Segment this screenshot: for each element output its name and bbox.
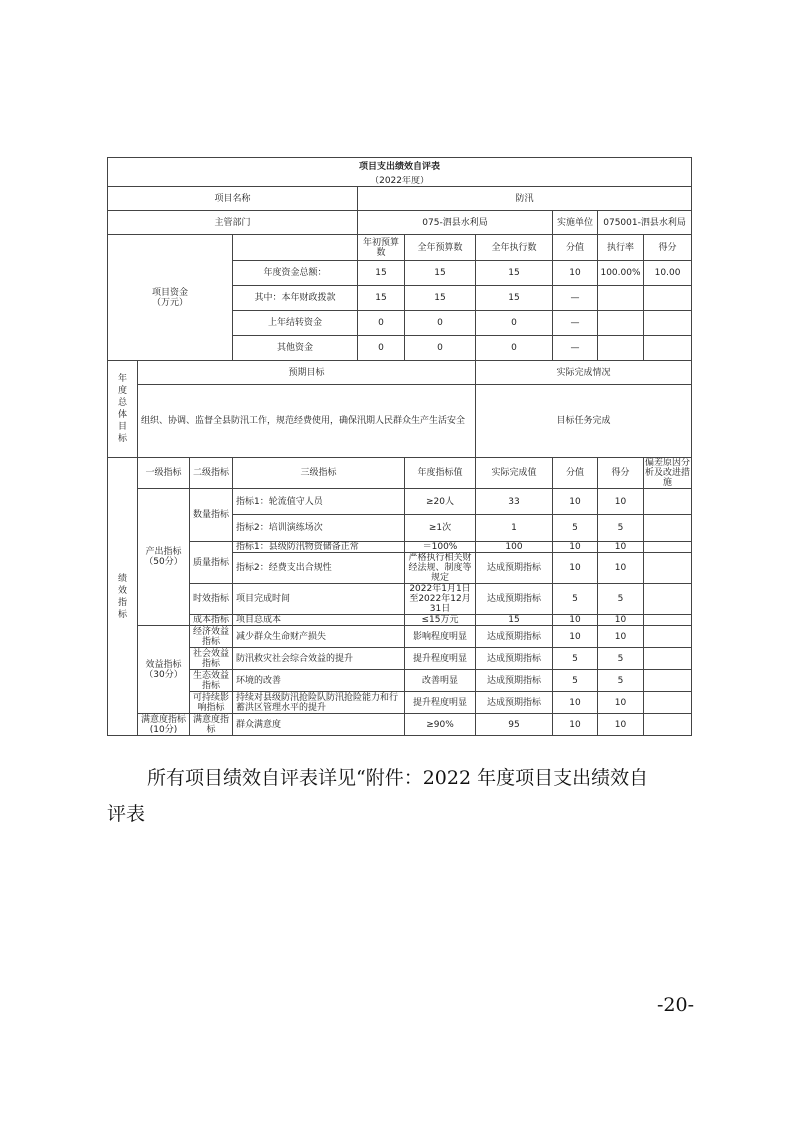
funds-cell: 15 bbox=[476, 261, 553, 286]
target-cell: 2022年1月1日至2022年12月31日 bbox=[405, 584, 476, 615]
funds-cell: — bbox=[553, 336, 598, 361]
evaluation-table bbox=[107, 157, 692, 736]
ind-header: 二级指标 bbox=[190, 458, 233, 489]
l2-social: 社会效益指标 bbox=[190, 648, 233, 670]
l3-cell: 项目总成本 bbox=[233, 615, 405, 626]
l3-cell: 指标2：经费支出合规性 bbox=[233, 553, 405, 584]
unit-value: 075001-泗县水利局 bbox=[598, 211, 692, 235]
goal-actual-header: 实际完成情况 bbox=[476, 361, 692, 385]
project-name: 防汛 bbox=[358, 187, 692, 211]
funds-cell: 15 bbox=[405, 286, 476, 311]
form-year: （2022年度） bbox=[108, 176, 692, 187]
score-value-cell: 10 bbox=[553, 626, 598, 648]
funds-row-label: 上年结转资金 bbox=[233, 311, 358, 336]
funds-header: 分值 bbox=[553, 235, 598, 261]
l3-cell: 环境的改善 bbox=[233, 670, 405, 692]
page-number: -20- bbox=[656, 994, 694, 1016]
funds-cell: 0 bbox=[358, 336, 405, 361]
score-cell: 5 bbox=[598, 670, 644, 692]
l3-cell: 指标1：县级防汛物资储备正常 bbox=[233, 542, 405, 553]
funds-cell: — bbox=[553, 286, 598, 311]
l2-timeliness: 时效指标 bbox=[190, 584, 233, 615]
ind-header: 偏差原因分析及改进措施 bbox=[645, 458, 691, 488]
target-cell: 提升程度明显 bbox=[405, 692, 476, 714]
funds-cell: 15 bbox=[405, 261, 476, 286]
score-value-cell: 5 bbox=[553, 670, 598, 692]
funds-cell bbox=[598, 311, 644, 336]
target-cell: 影响程度明显 bbox=[405, 626, 476, 648]
actual-cell: 达成预期指标 bbox=[476, 648, 553, 670]
ind-header: 得分 bbox=[598, 458, 644, 489]
deviation-cell bbox=[644, 553, 692, 584]
funds-cell bbox=[598, 336, 644, 361]
score-cell: 10 bbox=[598, 714, 644, 736]
ind-header: 实际完成值 bbox=[476, 458, 553, 489]
score-cell: 5 bbox=[598, 515, 644, 542]
l3-cell: 防汛救灾社会综合效益的提升 bbox=[233, 648, 405, 670]
funds-cell: 0 bbox=[476, 311, 553, 336]
score-value-cell: 5 bbox=[553, 515, 598, 542]
annual-goal-label: 年度总体目标 bbox=[108, 361, 138, 458]
target-cell: 改善明显 bbox=[405, 670, 476, 692]
actual-cell: 100 bbox=[476, 542, 553, 553]
score-cell: 10 bbox=[598, 542, 644, 553]
unit-label: 实施单位 bbox=[553, 211, 598, 235]
score-cell: 10 bbox=[598, 692, 644, 714]
l3-cell: 指标2：培训演练场次 bbox=[233, 515, 405, 542]
project-name-label: 项目名称 bbox=[108, 187, 358, 211]
target-cell: ≥90% bbox=[405, 714, 476, 736]
l2-quality: 质量指标 bbox=[190, 542, 233, 584]
form-title: 项目支出绩效自评表 bbox=[108, 158, 692, 177]
l2-economic: 经济效益指标 bbox=[190, 626, 233, 648]
funds-cell: 0 bbox=[405, 336, 476, 361]
score-cell: 10 bbox=[598, 489, 644, 515]
funds-cell: 10 bbox=[553, 261, 598, 286]
score-value-cell: 10 bbox=[553, 553, 598, 584]
funds-label: 项目资金（万元） bbox=[108, 235, 233, 361]
funds-cell: 0 bbox=[358, 311, 405, 336]
score-value-cell: 10 bbox=[553, 692, 598, 714]
target-cell: 严格执行相关财经法规、制度等规定 bbox=[405, 553, 476, 584]
funds-cell bbox=[598, 286, 644, 311]
funds-cell: 15 bbox=[358, 286, 405, 311]
funds-cell: 10.00 bbox=[644, 261, 692, 286]
l2-cost: 成本指标 bbox=[190, 615, 233, 626]
actual-cell: 1 bbox=[476, 515, 553, 542]
target-cell: 提升程度明显 bbox=[405, 648, 476, 670]
funds-cell bbox=[644, 336, 692, 361]
deviation-cell bbox=[644, 542, 692, 553]
goal-expected-text: 组织、协调、监督全县防汛工作，规范经费使用，确保汛期人民群众生产生活安全 bbox=[138, 385, 476, 458]
l2-quantity: 数量指标 bbox=[190, 489, 233, 542]
dept-label: 主管部门 bbox=[108, 211, 358, 235]
ind-header: 年度指标值 bbox=[405, 458, 476, 489]
funds-header: 全年执行数 bbox=[476, 235, 553, 261]
score-value-cell: 5 bbox=[553, 648, 598, 670]
l3-cell: 项目完成时间 bbox=[233, 584, 405, 615]
actual-cell: 95 bbox=[476, 714, 553, 736]
l2-satisfaction: 满意度指标 bbox=[190, 714, 233, 736]
deviation-cell bbox=[644, 626, 692, 648]
actual-cell: 达成预期指标 bbox=[476, 670, 553, 692]
self-evaluation-form bbox=[107, 157, 691, 736]
dept-value: 075-泗县水利局 bbox=[358, 211, 553, 235]
deviation-cell bbox=[644, 648, 692, 670]
target-cell: ≥1次 bbox=[405, 515, 476, 542]
funds-cell: — bbox=[553, 311, 598, 336]
paragraph-line: 评表 bbox=[107, 803, 146, 825]
deviation-cell bbox=[644, 714, 692, 736]
goal-actual-text: 目标任务完成 bbox=[476, 385, 692, 458]
funds-header: 年初预算数 bbox=[358, 235, 405, 261]
actual-cell: 达成预期指标 bbox=[476, 553, 553, 584]
funds-cell: 15 bbox=[358, 261, 405, 286]
score-value-cell: 10 bbox=[553, 714, 598, 736]
output-indicator-label: 产出指标（50分） bbox=[138, 489, 190, 626]
deviation-cell bbox=[644, 584, 692, 615]
funds-row-label: 其他资金 bbox=[233, 336, 358, 361]
funds-header: 执行率 bbox=[598, 235, 644, 261]
paragraph-line: 所有项目绩效自评表详见“附件：2022 年度项目支出绩效自 bbox=[147, 767, 649, 789]
target-cell: ＝100% bbox=[405, 542, 476, 553]
funds-row-label: 其中：本年财政拨款 bbox=[233, 286, 358, 311]
funds-row-label: 年度资金总额： bbox=[233, 261, 358, 286]
funds-cell: 100.00% bbox=[598, 261, 644, 286]
funds-cell: 0 bbox=[405, 311, 476, 336]
deviation-cell bbox=[644, 489, 692, 515]
funds-cell: 15 bbox=[476, 286, 553, 311]
ind-header: 分值 bbox=[553, 458, 598, 489]
target-cell: ≥20人 bbox=[405, 489, 476, 515]
funds-header: 全年预算数 bbox=[405, 235, 476, 261]
performance-label: 绩效指标 bbox=[108, 458, 138, 736]
score-value-cell: 10 bbox=[553, 489, 598, 515]
l2-ecological: 生态效益指标 bbox=[190, 670, 233, 692]
score-cell: 10 bbox=[598, 626, 644, 648]
body-paragraph bbox=[107, 760, 697, 832]
score-cell: 5 bbox=[598, 584, 644, 615]
ind-header: 三级指标 bbox=[233, 458, 405, 489]
funds-cell bbox=[644, 311, 692, 336]
actual-cell: 15 bbox=[476, 615, 553, 626]
l3-cell: 减少群众生命财产损失 bbox=[233, 626, 405, 648]
score-cell: 10 bbox=[598, 553, 644, 584]
l3-cell: 指标1：轮流值守人员 bbox=[233, 489, 405, 515]
funds-cell bbox=[644, 286, 692, 311]
actual-cell: 达成预期指标 bbox=[476, 692, 553, 714]
deviation-cell bbox=[644, 670, 692, 692]
deviation-cell bbox=[644, 615, 692, 626]
score-value-cell: 5 bbox=[553, 584, 598, 615]
effect-indicator-label: 效益指标（30分） bbox=[138, 626, 190, 714]
satisfaction-indicator-label: 满意度指标(10分) bbox=[138, 714, 190, 736]
goal-expected-header: 预期目标 bbox=[138, 361, 476, 385]
l3-cell: 持续对县级防汛抢险队防汛抢险能力和行蓄洪区管理水平的提升 bbox=[233, 692, 405, 714]
score-value-cell: 10 bbox=[553, 615, 598, 626]
score-cell: 5 bbox=[598, 648, 644, 670]
actual-cell: 33 bbox=[476, 489, 553, 515]
deviation-cell bbox=[644, 515, 692, 542]
score-value-cell: 10 bbox=[553, 542, 598, 553]
ind-header: 一级指标 bbox=[138, 458, 190, 489]
funds-header: 得分 bbox=[644, 235, 692, 261]
funds-cell: 0 bbox=[476, 336, 553, 361]
l3-cell: 群众满意度 bbox=[233, 714, 405, 736]
target-cell: ≤15万元 bbox=[405, 615, 476, 626]
actual-cell: 达成预期指标 bbox=[476, 584, 553, 615]
funds-header-blank bbox=[233, 235, 358, 261]
l2-sustainable: 可持续影响指标 bbox=[190, 692, 233, 714]
deviation-cell bbox=[644, 692, 692, 714]
actual-cell: 达成预期指标 bbox=[476, 626, 553, 648]
score-cell: 10 bbox=[598, 615, 644, 626]
